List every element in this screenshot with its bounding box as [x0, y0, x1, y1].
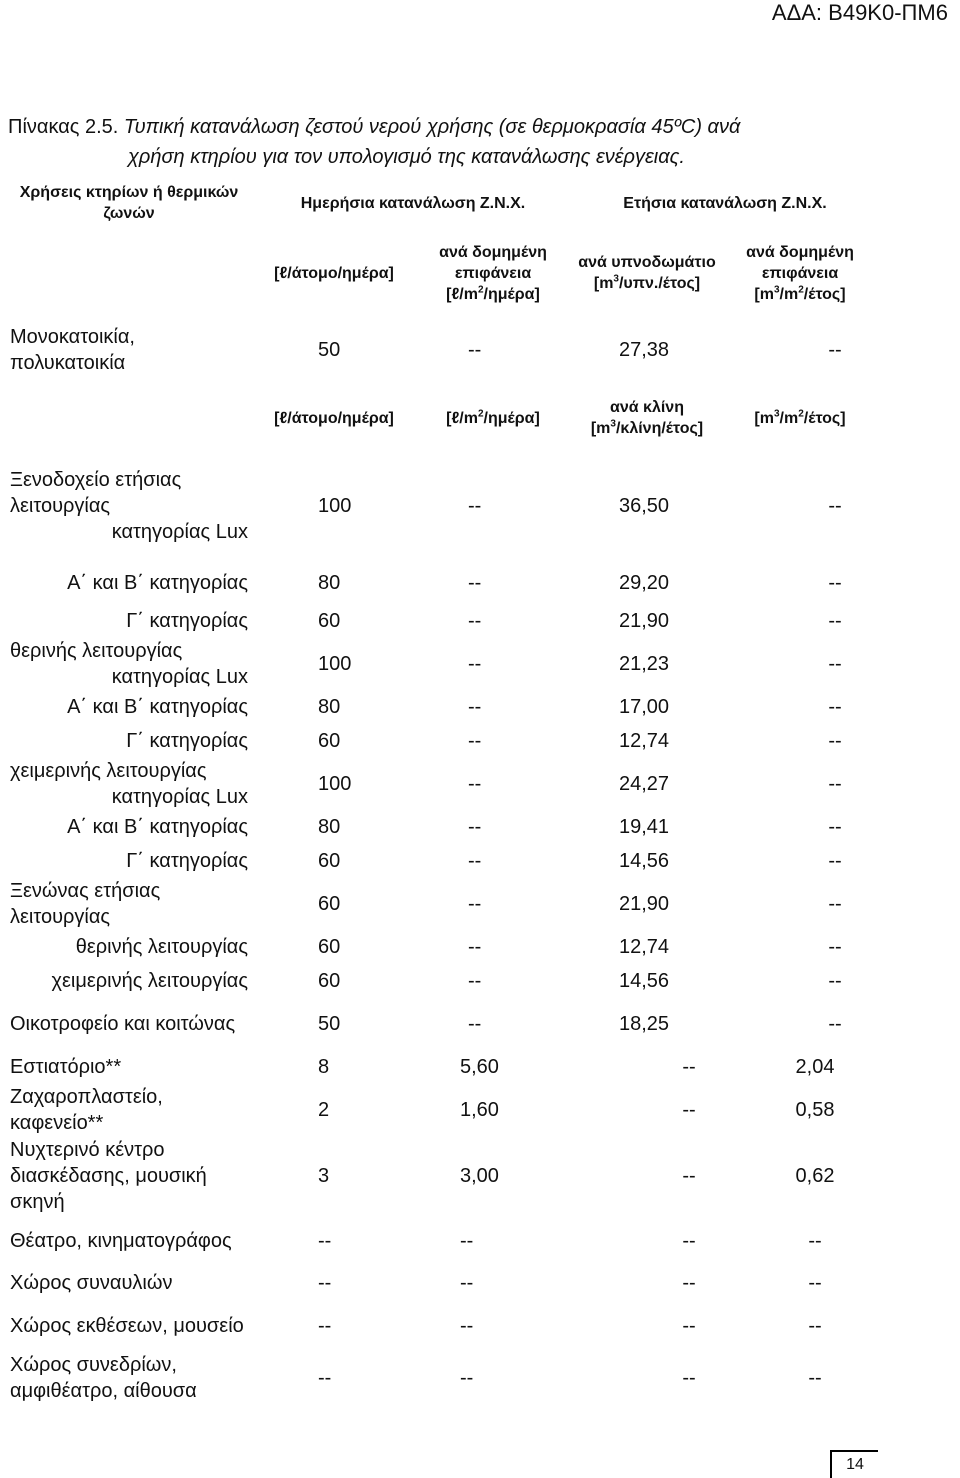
- value-cell-3: 24,27: [618, 773, 670, 795]
- value-cell-2: --: [468, 816, 482, 838]
- value-cell-1: 100: [318, 495, 352, 517]
- value-cell-3: --: [682, 1315, 696, 1337]
- table-row: [4, 450, 878, 562]
- value-cell-2: --: [468, 730, 482, 752]
- value-cell-2: --: [468, 1013, 482, 1035]
- table-row: [4, 1300, 878, 1352]
- table-row: [4, 998, 878, 1050]
- table-caption: [8, 112, 740, 172]
- value-cell-4: --: [828, 850, 842, 872]
- row-label: Α΄ και Β΄ κατηγορίας: [67, 572, 248, 594]
- value-cell-2: --: [468, 850, 482, 872]
- value-cell-1: --: [318, 1272, 332, 1294]
- row-label: Χώρος συνεδρίων, αμφιθέατρο, αίθουσα: [10, 1354, 197, 1402]
- value-cell-1: 50: [318, 1013, 341, 1035]
- value-cell-4: --: [828, 1013, 842, 1035]
- value-cell-2: --: [468, 339, 482, 361]
- value-cell-4: 0,62: [795, 1165, 835, 1187]
- value-cell-3: --: [682, 1367, 696, 1389]
- caption-line-1: Τυπική κατανάλωση ζεστού νερού χρήσης (σε θερμοκρασία 45ºC) ανά: [123, 116, 741, 138]
- value-cell-1: 80: [318, 816, 341, 838]
- unit2-per-area-year: $[m^3/m^2/έ\tau o\varsigma]$: [754, 408, 846, 427]
- value-cell-4: --: [828, 610, 842, 632]
- value-cell-1: 60: [318, 970, 341, 992]
- value-cell-2: 1,60: [460, 1099, 499, 1121]
- value-cell-4: --: [828, 893, 842, 915]
- value-cell-2: --: [468, 610, 482, 632]
- value-cell-4: --: [828, 816, 842, 838]
- value-cell-3: 17,00: [618, 696, 670, 718]
- value-cell-2: --: [468, 773, 482, 795]
- value-cell-4: --: [828, 773, 842, 795]
- hot-water-table: [4, 174, 878, 1404]
- value-cell-1: 60: [318, 936, 341, 958]
- value-cell-3: --: [682, 1056, 696, 1078]
- value-cell-4: --: [828, 572, 842, 594]
- value-cell-2: --: [468, 572, 482, 594]
- value-cell-2: --: [468, 893, 482, 915]
- table-row: [4, 758, 878, 810]
- value-cell-3: 18,25: [618, 1013, 670, 1035]
- table-row: [4, 930, 878, 964]
- table-row: [4, 1084, 878, 1136]
- table-row: [4, 844, 878, 878]
- value-cell-2: --: [468, 653, 482, 675]
- value-cell-2: --: [460, 1315, 474, 1337]
- value-cell-1: 3: [318, 1165, 330, 1187]
- value-cell-2: --: [460, 1230, 474, 1252]
- value-cell-4: --: [808, 1272, 822, 1294]
- row-label: Θέατρο, κινηματογράφος: [10, 1230, 232, 1252]
- row-label: χειμερινής λειτουργίας: [51, 970, 248, 992]
- unit2-per-area: $[\ell/m^2/\eta\mu έ\rho\alpha]$: [446, 408, 540, 427]
- value-cell-1: 2: [318, 1099, 330, 1121]
- value-cell-3: --: [682, 1230, 696, 1252]
- row-label: Ξενοδοχείο ετήσιας λειτουργίας κατηγορίας Lux: [10, 469, 248, 543]
- value-cell-1: 80: [318, 696, 341, 718]
- row-label: Εστιατόριο**: [10, 1056, 122, 1078]
- header-uses: Χρήσεις κτηρίων ή θερμικών ζωνών: [19, 184, 239, 222]
- value-cell-3: 14,56: [618, 850, 670, 872]
- value-cell-3: 14,56: [618, 970, 670, 992]
- value-cell-1: 8: [318, 1056, 330, 1078]
- row-label: χειμερινής λειτουργίας κατηγορίας Lux: [10, 760, 248, 808]
- value-cell-1: 60: [318, 850, 341, 872]
- value-cell-1: --: [318, 1230, 332, 1252]
- value-cell-1: 80: [318, 572, 341, 594]
- value-cell-3: 36,50: [618, 495, 670, 517]
- value-cell-4: 2,04: [795, 1056, 835, 1078]
- table-row: [4, 724, 878, 758]
- table-row: [4, 1352, 878, 1404]
- value-cell-2: --: [468, 970, 482, 992]
- value-cell-3: 12,74: [618, 730, 670, 752]
- header-daily: Ημερήσια κατανάλωση Ζ.Ν.Χ.: [300, 194, 526, 212]
- unit-per-person: [ℓ/άτομο/ημέρα]: [274, 264, 394, 282]
- value-cell-4: --: [828, 339, 842, 361]
- value-cell-4: --: [828, 495, 842, 517]
- value-cell-1: 60: [318, 730, 341, 752]
- value-cell-1: 60: [318, 893, 341, 915]
- row-label: Α΄ και Β΄ κατηγορίας: [67, 816, 248, 838]
- table-row: [4, 878, 878, 930]
- value-cell-4: --: [828, 653, 842, 675]
- row-label: Γ΄ κατηγορίας: [126, 610, 248, 632]
- table-row: [4, 1216, 878, 1266]
- header-annual: Ετήσια κατανάλωση Ζ.Ν.Χ.: [623, 194, 827, 212]
- row-label: Ζαχαροπλαστείο, καφενείο**: [10, 1086, 163, 1134]
- row-label: Γ΄ κατηγορίας: [126, 730, 248, 752]
- page-number: 14: [830, 1450, 878, 1478]
- table-row: [4, 690, 878, 724]
- row-label: Χώρος εκθέσεων, μουσείο: [10, 1315, 244, 1337]
- value-cell-2: 3,00: [460, 1165, 499, 1187]
- value-cell-3: 21,23: [618, 653, 670, 675]
- value-cell-4: --: [828, 970, 842, 992]
- table-row: [4, 810, 878, 844]
- value-cell-3: --: [682, 1272, 696, 1294]
- value-cell-4: --: [828, 696, 842, 718]
- ada-code: ΑΔΑ: Β49Κ0-ΠΜ6: [771, 0, 948, 25]
- value-cell-3: 12,74: [618, 936, 670, 958]
- table-row: [4, 1050, 878, 1084]
- unit2-per-person: [ℓ/άτομο/ημέρα]: [274, 409, 394, 427]
- value-cell-1: 100: [318, 653, 352, 675]
- value-cell-4: --: [808, 1367, 822, 1389]
- value-cell-3: 21,90: [618, 893, 670, 915]
- table-row: [4, 1266, 878, 1300]
- caption-line-2: χρήση κτηρίου για τον υπολογισμό της κατανάλωσης ενέργειας.: [128, 146, 685, 168]
- value-cell-2: --: [460, 1367, 474, 1389]
- unit-per-area: ανά δομημένη επιφάνεια $[\ell/m^2/\eta\mu έ\rho\alpha]$: [439, 243, 547, 303]
- value-cell-4: --: [808, 1315, 822, 1337]
- value-cell-3: 29,20: [618, 572, 670, 594]
- row-label: θερινής λειτουργίας κατηγορίας Lux: [10, 640, 248, 688]
- value-cell-2: --: [460, 1272, 474, 1294]
- value-cell-3: 19,41: [618, 816, 670, 838]
- value-cell-2: --: [468, 936, 482, 958]
- table-row: [4, 314, 878, 386]
- unit-per-area-year: ανά δομημένη επιφάνεια $[m^3/m^2/έ\tau o\varsigma]$: [746, 243, 854, 303]
- table-row: [4, 604, 878, 638]
- value-cell-2: --: [468, 495, 482, 517]
- value-cell-1: --: [318, 1315, 332, 1337]
- table-row: [4, 562, 878, 604]
- row-label: Οικοτροφείο και κοιτώνας: [10, 1013, 236, 1035]
- value-cell-1: --: [318, 1367, 332, 1389]
- value-cell-3: --: [682, 1165, 696, 1187]
- unit-per-bedroom: ανά υπνοδωμάτιο $[m^3/\upsilon\pi\nu./έ\tau o\varsigma]$: [578, 254, 716, 292]
- value-cell-3: 21,90: [618, 610, 670, 632]
- row-label: Μονοκατοικία, πολυκατοικία: [10, 326, 135, 374]
- row-label: θερινής λειτουργίας: [75, 936, 248, 958]
- row-label: Ξενώνας ετήσιας λειτουργίας: [10, 880, 161, 928]
- table-row: [4, 638, 878, 690]
- row-label: Νυχτερινό κέντρο διασκέδασης, μουσική σκηνή: [10, 1139, 207, 1213]
- row-label: Α΄ και Β΄ κατηγορίας: [67, 696, 248, 718]
- value-cell-3: 27,38: [618, 339, 670, 361]
- value-cell-1: 60: [318, 610, 341, 632]
- value-cell-4: --: [828, 936, 842, 958]
- value-cell-3: --: [682, 1099, 696, 1121]
- value-cell-2: --: [468, 696, 482, 718]
- value-cell-1: 100: [318, 773, 352, 795]
- value-cell-2: 5,60: [460, 1056, 499, 1078]
- value-cell-4: --: [808, 1230, 822, 1252]
- value-cell-1: 50: [318, 339, 341, 361]
- table-row: [4, 964, 878, 998]
- table-row: [4, 1136, 878, 1216]
- caption-label: Πίνακας 2.5.: [8, 116, 119, 138]
- value-cell-4: 0,58: [795, 1099, 835, 1121]
- unit2-per-bed: ανά κλίνη $[m^3/\kappa\lambda ί\nu\eta/έ\tau o\varsigma]$: [590, 399, 704, 437]
- value-cell-4: --: [828, 730, 842, 752]
- row-label: Χώρος συναυλιών: [10, 1272, 173, 1294]
- row-label: Γ΄ κατηγορίας: [126, 850, 248, 872]
